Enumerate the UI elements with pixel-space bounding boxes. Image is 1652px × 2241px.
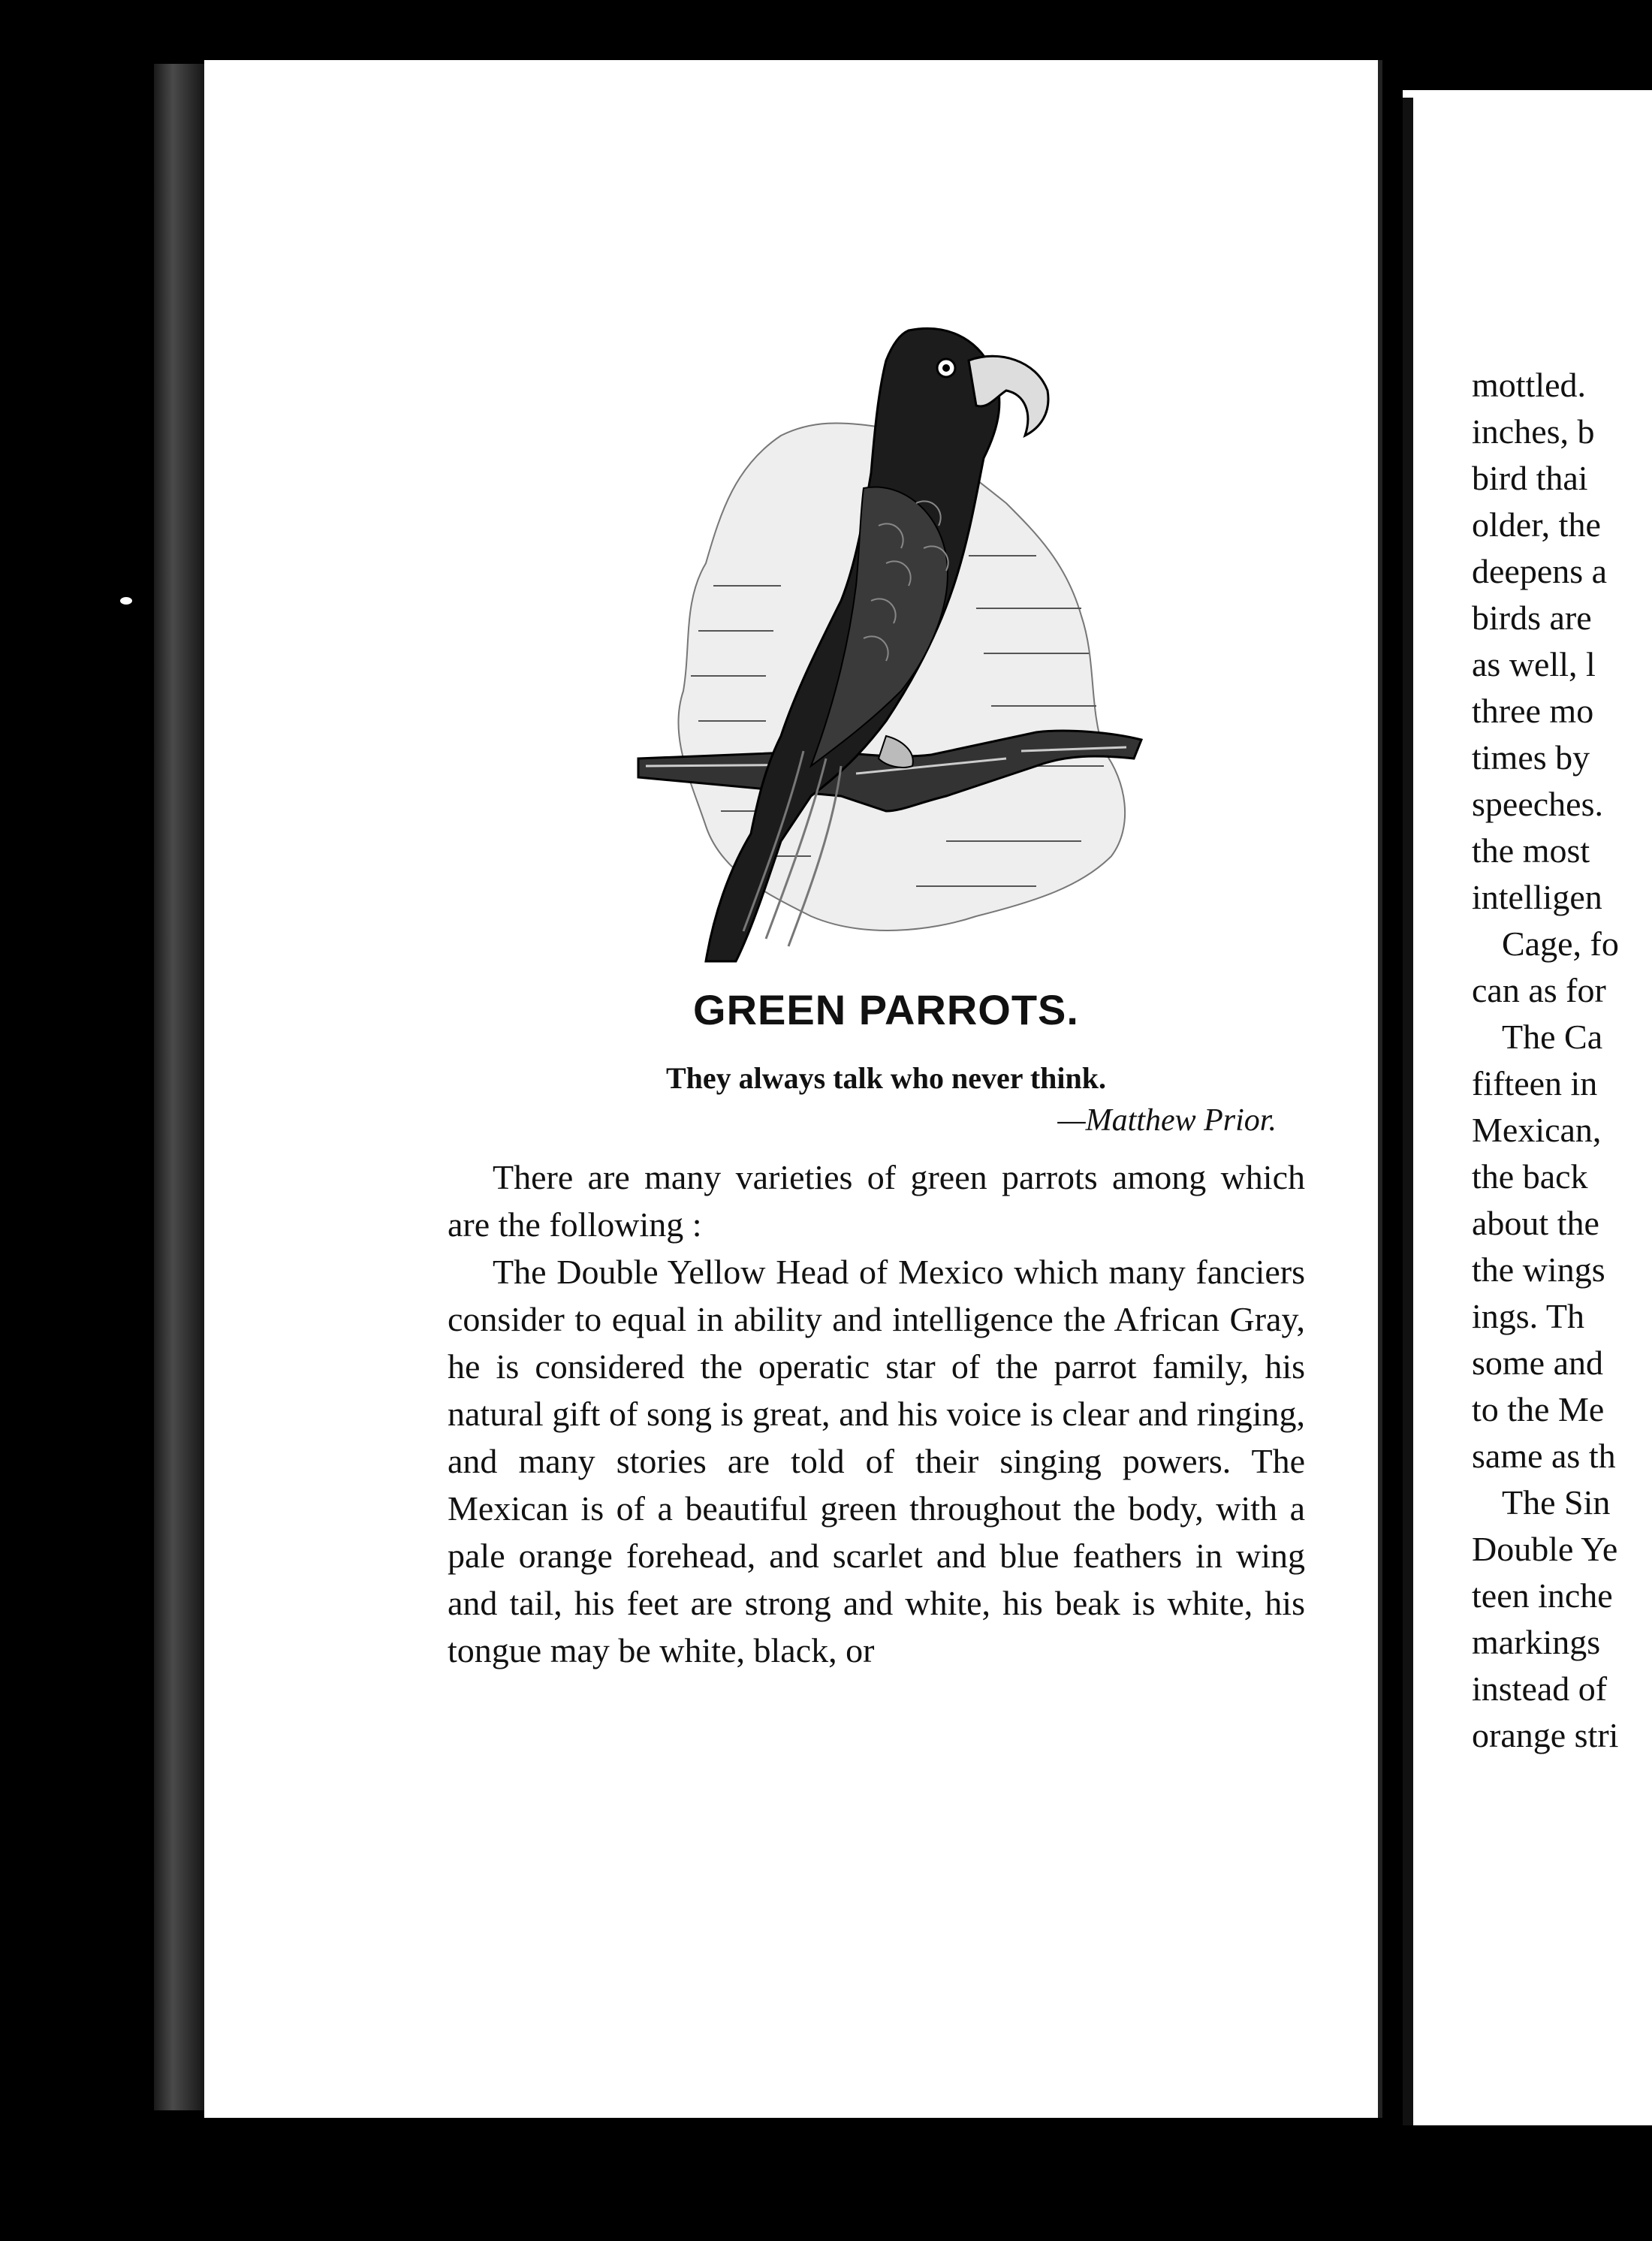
- parrot-illustration: [616, 315, 1156, 976]
- facing-line: Cage, fo: [1502, 924, 1619, 963]
- facing-line: orange stri: [1472, 1716, 1619, 1754]
- facing-line: the most: [1472, 831, 1590, 870]
- facing-line: older, the: [1472, 505, 1601, 544]
- facing-line: speeches.: [1472, 785, 1603, 823]
- facing-line: three mo: [1472, 692, 1594, 730]
- facing-line: the wings: [1472, 1250, 1605, 1289]
- page-gutter: [1378, 60, 1382, 2118]
- paragraph: The Double Yellow Head of Mexico which many fanciers consider to equal in ability and intelligence the African Gray, he is considered the operatic star of the parrot family, his natural gift of song is great, and his voice is clear and ringing, and many stories are told of their singing powers. The Mexican is of a beautiful green throughout the body, with a pale orange forehead, and scarlet and blue feathers in wing and tail, his feet are strong and white, his beak is white, his tongue may be white, black, or: [448, 1253, 1305, 1669]
- epigraph-attribution: —Matthew Prior.: [1057, 1103, 1277, 1138]
- facing-line: can as for: [1472, 971, 1606, 1009]
- page-title: GREEN PARROTS.: [693, 986, 1079, 1033]
- facing-line: fifteen in: [1472, 1064, 1598, 1102]
- facing-line: the back: [1472, 1157, 1588, 1196]
- facing-line: markings: [1472, 1623, 1601, 1661]
- facing-line: Mexican,: [1472, 1111, 1602, 1149]
- body-text: [448, 1154, 1305, 1674]
- facing-line: birds are: [1472, 599, 1592, 637]
- facing-line: same as th: [1472, 1437, 1616, 1475]
- facing-line: The Ca: [1502, 1018, 1603, 1056]
- facing-line: instead of: [1472, 1669, 1608, 1708]
- facing-line: ings. Th: [1472, 1297, 1584, 1335]
- paragraph: There are many varieties of green parrots among which are the following :: [448, 1158, 1305, 1244]
- facing-line: Double Ye: [1472, 1530, 1618, 1568]
- facing-line: mottled.: [1472, 366, 1587, 404]
- right-page-edge: [1403, 98, 1413, 2125]
- facing-line: The Sin: [1502, 1483, 1611, 1522]
- facing-line: some and: [1472, 1344, 1604, 1382]
- facing-line: intelligen: [1472, 878, 1602, 916]
- facing-line: teen inche: [1472, 1576, 1613, 1615]
- epigraph: They always talk who never think.: [665, 1061, 1106, 1095]
- facing-line: inches, b: [1472, 412, 1595, 451]
- book-spine-edge: [154, 64, 208, 2110]
- facing-line: bird thai: [1472, 459, 1588, 497]
- facing-line: deepens a: [1472, 552, 1608, 590]
- scan-speck: [120, 597, 132, 605]
- facing-page-text: [1472, 362, 1652, 1759]
- facing-line: about the: [1472, 1204, 1599, 1242]
- facing-line: times by: [1472, 738, 1590, 777]
- facing-line: as well, l: [1472, 645, 1596, 683]
- facing-line: to the Me: [1472, 1390, 1605, 1428]
